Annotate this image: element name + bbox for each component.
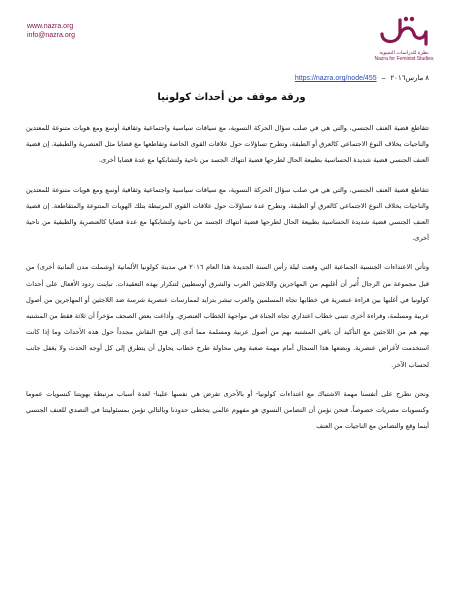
contact-info [27, 22, 75, 40]
nazra-logo [366, 14, 442, 70]
paragraph-1: تتقاطع قضية العنف الجنسي، والتي هي في صلب سؤال الحركة النسوية، مع سياقات سياسية واجتماعية وثقافية أوسع ومع هويات متنوعة للمعتدين والناجيات بخلاف النوع الاجتماعي كالعرق أو الطبقة، وتطرح تساؤلات حول علاقات القوى الخاصة وتقاطعها مع قضايا مثل العنصرية والطبقية. إن قضية العنف الجنسي قضية شديدة الحساسية بطبيعة الحال لطرحها قضية انتهاك الجسد من ناحية ولتشابكها مع عدة قضايا أخرى. [26, 124, 429, 165]
document-link[interactable]: https://nazra.org/node/455 [294, 75, 377, 82]
logo-subtitle-ar: نظرة للدراسات النسوية [379, 50, 429, 56]
paragraph-4: ونحن نطرح على أنفسنا مهمة الاشتباك مع اعتداءات كولونيا- أو بالأحرى تفرض هي نفسها علينا- لعدة أسباب مرتبطة بهويتنا كنسويات عموما وكنسويات مصريات خصوصاً. فنحن نؤمن أن التضامن النسوي هو مفهوم عالمي يتخطى حدودنا وبالتالي نؤمن بمسئوليتنا في التصدي للعنف الجنسي أينما وقع والتضامن مع الناجيات من العنف [26, 389, 429, 431]
paragraph-2: تتقاطع قضية العنف الجنسي، والتي هي في صلب سؤال الحركة النسوية، مع سياقات سياسية واجتماعية وثقافية أوسع ومع هويات متنوعة للمعتدين والناجيات بخلاف النوع الاجتماعي كالعرق أو الطبقة، وتطرح عدة تساؤلات حول علاقات القوى المرتبطة بتلك الهويات المتنوعة والمتقاطعة. إن قضية العنف الجنسي قضية شديدة الحساسية بطبيعة الحال لطرحها قضية انتهاك الجسد من ناحية ولتشابكها مع عدة قضايا كالعنصرية والطبقية من ناحية أخرى. [26, 185, 429, 243]
publish-date: ٨ مارس٢٠١٦ [390, 75, 429, 82]
paragraph-3: وتأتي الاعتداءات الجنسية الجماعية التي وقعت ليلة رأس السنة الجديدة هذا العام ٢٠١٦ في مدينة كولونيا الألمانية (وشملت مدن ألمانية أخرى) من قبل مجموعة من الرجال أُثير أن أغلبهم من المهاجرين واللاجئين العرب والشرق أوسطيين لتتكرار بهذه التعقيدات. تباينت ردود الأفعال على أحداث كولونيا في أغلبها بين قراءة عنصرية في خطابها تجاه المسلمين والعرب تبشر بتزايد لممارسات عنصرية شرسة ضد اللاجئين أو المهاجرين من أصول عربية ومسلمة، وقراءة أخرى تتبنى خطاب اعتذاري تجاه الجناة في مواجهة الخطاب العنصري. وأذاعت بعض الصحف مؤخراً أن ثلاثة فقط من المشتبه بهم هم من اللاجئين مع التأكيد أن باقي المشتبه بهم من أصول عربية ومسلمة مما أدى إلى فتح النقاش مجدداً حول هذه الأحداث وما إذا كانت استخدمت لأغراض عنصرية. وبضعها هذا السجال أمام مهمة صعبة وهي محاولة طرح خطاب يحاول أن يتطرق إلى كل أوجه الحدث ولا يغفل جانب لحساب الآخر. [26, 263, 429, 369]
document-meta [295, 74, 429, 83]
meta-separator: – [381, 75, 386, 82]
document-title: ورقة موقف من أحداث كولونيا [157, 92, 306, 103]
document-body [26, 120, 429, 447]
logo-subtitle-en: Nazra for Feminist Studies [374, 56, 434, 62]
contact-email[interactable]: info@nazra.org [27, 32, 75, 39]
nazra-logo-mark [376, 14, 432, 50]
site-url[interactable]: www.nazra.org [27, 23, 74, 30]
